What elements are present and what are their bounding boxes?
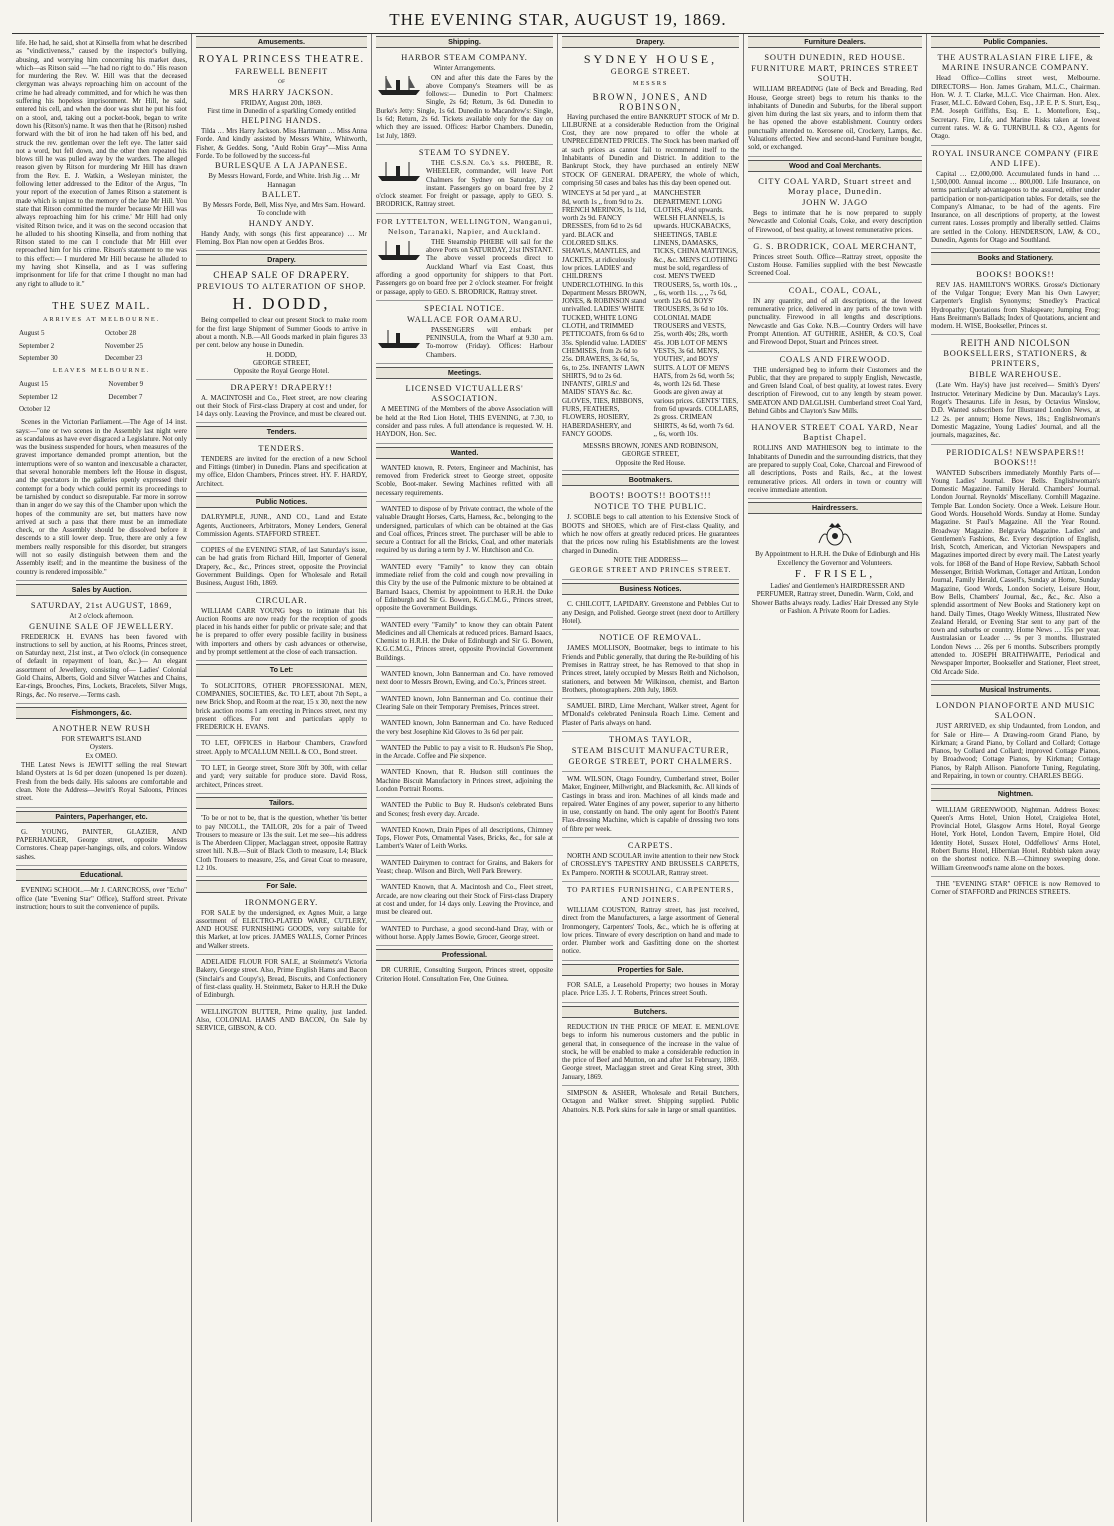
section-header-painters: Painters, Paperhanger, etc.: [16, 811, 187, 823]
circular-body: WILLIAM CARR YOUNG begs to intimate that his Auction Rooms are now ready for the reception of goods placed in his hands either for public or private sale; and that he is prepared to offer every possible facility in business with importers and others by cash advances or otherwise, and by prompt settlement at the close of each transaction.: [196, 606, 367, 657]
benefit-of: OF: [277, 79, 286, 86]
steamship-icon: [376, 238, 422, 262]
wanted-advert: WANTED Known, that R. Hudson still continues the Machine Biscuit Manufactory in Princes street, adjoining the London Portrait Rooms.: [376, 768, 553, 793]
firewood-title: COALS AND FIREWOOD.: [779, 354, 891, 364]
carpets-body: NORTH AND SCOULAR invite attention to their new Stock of CROSSLEY'S TAPESTRY AND BRUSSELS CARPETS, Ex Pampero. NORTH & SCOULAR, Rattray street.: [562, 852, 739, 877]
furniture-body: WILLIAM BREADING (late of Beck and Breading, Red House, George street) begs to return his thanks to the inhabitants of Dunedin and Suburbs, for the liberal support given him during the last six years, and to inform them that he has opened the above establishment. Country orders punctually attended to. Kerosene oil, Crockery, Lamps, &c. Valuations effected. New and second-hand Furniture bought, sold, or exchanged.: [748, 85, 922, 152]
city-coal-advert: [748, 174, 922, 239]
manchester-price-list: MANCHESTER DEPARTMENT. LONG CLOTHS, 4½d upwards. WELSH FLANNELS, 1s upwards. HUCKABACKS, SHEETINGS, TABLE LINENS, DAMASKS, TICKS, CHINA MATTINGS, &c., &c. MEN'S CLOTHING must be sold, regardless of cost. MEN'S TWEED TROUSERS, 5s, worth 10s. ,, ,, 6s, worth 11s. ,, ,, 7s 6d, worth 12s 6d. BOYS' TROUSERS, 3s 6d to 10s. COLONIAL MADE TROUSERS and VESTS, 25s, worth 40s; 28s, worth 45s. JOB LOT OF MEN'S VESTS, 3s 6d. MEN'S, YOUTHS', and BOYS' SUITS. A LOT OF MEN'S HATS, from 2s 6d, worth 5s; 4s, worth 12s 6d. These Goods are given away at various prices. GENTS' TIES, from 6d upwards. COLLARS, 2s gross. CRIMEAN SHIRTS, 4s 6d, worth 7s 6d. ,, 6s, worth 10s.: [653, 189, 739, 438]
circular-advert: [196, 593, 367, 662]
ritson-article: life. He had, he said, shot at Kinsella from what he described as "vindictiveness," caused by the inspector's bullying, abusing, and worrying him concerning his market dues, which—as Ritson said —"he had no right to do." His reason for murdering the Rev. W. Hill was that the deceased clergyman was always reproaching him on account of the crime he had already committed, and for which he was then suffering his hopeless imprisonment. Mr Hill, he said, entered his cell, and when the door was shut he put his foot on a stool, and, taking out a pocket-book, began to write down his (Ritson's) name. It was then that he (Ritson) rushed forward with the bit of iron he had taken off his bed, and struck the rev. gentleman over the left eye. The latter said not a word, but fell down, and the other then repeated his blows till he was pulled away by the warders. The alleged reason given by Ritson for murdering Mr Hill has drawn from the Rev. E. J. Watkin, a Wesleyan minister, the following letter addressed to the Editor of the Argus, "In your report of the execution of James Ritson a statement is made which is unjust to the memory of the late Mr Hill. You state that Ritson committed the murder 'because Mr Hill was always reproaching him for his crime.' Mr Hill had only visited Ritson twice, and it was on the second occasion that he alluded to his shooting Kinsella, and from nothing that Ritson stated to me can I conclude that Mr Hill ever reproached him for his crime. Ritson's statement to me was to this effect:— I murdered Mr Hill because he alluded to my having shot Kinsella, and as I was suffering imprisonment for life for that crime I thought no man had any right to allude to it.": [16, 39, 187, 288]
section-header-coal: Wood and Coal Merchants.: [748, 160, 922, 172]
oamaru-body: PASSENGERS will embark per PENINSULA, from the Wharf at 9.30 a.m. To-morrow (Friday). Offices: Harbour Chambers.: [426, 325, 553, 359]
carpets-title: CARPETS.: [627, 841, 674, 851]
scoble-body: J. SCOBLE begs to call attention to his Extensive Stock of BOOTS and SHOES, which are of First-class Quality, and which he now offers at greatly reduced prices. He guarantees that the prices now ruling his Establishments are the lowest charged in Dunedin.: [562, 513, 739, 555]
sydney-house-title: SYDNEY HOUSE,: [583, 52, 718, 67]
sydney-body: THE C.S.S.N. Co.'s s.s. PHŒBE, R. WHEELER, commander, will leave Port Chalmers for Sydney on Saturday, 21st instant. Passengers go on board free by 2 o'clock steamer. For freight or passage, apply to GEO. S. BRODRICK, Rattray street.: [376, 158, 553, 209]
special-notice: [376, 301, 553, 364]
section-header-to-let: To Let:: [196, 664, 367, 676]
farce-cast: Handy Andy, with songs (his first appearance) … Mr Fleming. Box Plan now open at Geddes Bros.: [196, 229, 367, 246]
harbour-sub: Winter Arrangements.: [433, 64, 496, 73]
suez-mail-title: THE SUEZ MAIL.: [52, 300, 151, 312]
date-cell: October 28: [104, 329, 137, 338]
date-cell: September 12: [19, 392, 58, 401]
hairdresser-advert: [748, 516, 922, 619]
date-cell: October 12: [19, 404, 51, 413]
foundry-advert: WM. WILSON, Otago Foundry, Cumberland street, Boiler Maker, Engineer, Millwright, and Blacksmith, &c. All kinds of Castings in brass and iron. Machines of all kinds made and repaired. Water Engines of any power, superior to any hitherto in use, constantly on hand. The only agent for Booth's Patent Flax-dressing Machine, which is capable of dressing two tons of fibre per week.: [562, 775, 739, 833]
date-cell: September 2: [19, 341, 55, 350]
surgeon-advert: DR CURRIE, Consulting Surgeon, Princes street, opposite Criterion Hotel. Consultation Fee, One Guinea.: [376, 966, 553, 983]
tender-advert: [196, 441, 367, 493]
periodicals-advert: [931, 445, 1100, 681]
farce-title: HANDY ANDY.: [248, 218, 315, 228]
frisel-body: Ladies' and Gentlemen's HAIRDRESSER AND PERFUMER, Rattray street, Dunedin. Warm, Cold, and Shower Baths always ready. Ladies' Hair Dressed any Style or Fashion. A Private Room for Ladies.: [751, 581, 919, 615]
notice-title: NOTICE TO THE PUBLIC.: [594, 502, 707, 512]
property-advert: FOR SALE, a Leasehold Property; two houses in Moray place. Price L35. J. T. Roberts, Princes street South.: [562, 981, 739, 998]
macintosh-body: A. MACINTOSH and Co., Fleet street, are now clearing out their Stock of First-class Drapery at cost and under, for 14 days only. Leaving the Province, and must be cleared out.: [196, 393, 367, 419]
harbour-advert: [376, 50, 553, 145]
wanted-advert: WANTED known, John Bannerman and Co. have removed next door to Messrs Brown, Ewing, and Co.'s, Princes street.: [376, 670, 553, 687]
city-coal-title: CITY COAL YARD, Stuart street and Moray place, Dunedin.: [758, 176, 912, 196]
ironmongery-advert: [196, 895, 367, 955]
date-cell: September 30: [19, 353, 58, 362]
address-note: NOTE THE ADDRESS—: [613, 555, 688, 564]
oamaru-title: WALLACE FOR OAMARU.: [406, 314, 522, 324]
dodd-location: Opposite the Royal George Hotel.: [233, 367, 330, 376]
comedy-intro: First time in Dunedin of a sparkling Comedy entitled: [207, 106, 356, 115]
firewood-body: THE undersigned beg to inform their Customers and the Public, that they are prepared to supply English, Newcastle, and Green Island Coal, of best quality, at lowest rates. Every description of Firewood, cut to any length by steam power. SMEATON AND DALGLISH. Cumberland street Coal Yard, Behind Gibbs and Clayton's Saw Mills.: [748, 365, 922, 416]
section-header-fish: Fishmongers, &c.: [16, 707, 187, 719]
cast-list: Tilda … Mrs Harry Jackson. Miss Hartmann … Miss Anna Forde. And kindly assisted by Messrs White, Whitworth, Fisher, & Geddes. Song, "Auld Robin Gray"—Miss Anna Forde. To be followed by the success-ful: [196, 127, 367, 161]
wanted-advert: WANTED Known, Drain Pipes of all descriptions, Chimney Tops, Flower Pots, Ornamental Vases, Bricks, &c., for sale at Lambert's Water of Leith Works.: [376, 825, 553, 851]
firm-name: BROWN, JONES, AND ROBINSON,: [592, 91, 709, 112]
section-header-tenders: Tenders.: [196, 426, 367, 438]
tender-title: TENDERS.: [258, 443, 305, 453]
wanted-advert: WANTED known, R. Peters, Engineer and Machinist, has removed from Frederick street to George street, opposite Scoble, Boot-maker. Sewing Machines refitted with all necessary requirements.: [376, 463, 553, 497]
alteration-title: PREVIOUS TO ALTERATION OF SHOP.: [196, 282, 367, 292]
australasian-body: Head Office—Collins street west, Melbourne. DIRECTORS— Hon. James Graham, M.L.C., Chairman. Hon. W. J. T. Clarke, M.L.C. Vice Chairman. Hon. Alex. Fraser, M.L.C. Edward Cohen, Esq., J.P. E. P. S. Sturt, Esq., P.M. Joseph Griffiths, Esq. E. L. Montefiore, Esq., Secretary. Fire, Life, and Marine Risks taken at lowest current rates. W. & G. TURNBULL & CO., Agents for Otago.: [931, 74, 1100, 141]
lyttelton-advert: [376, 214, 553, 301]
benefit-title: FAREWELL BENEFIT: [234, 67, 329, 77]
burlesque-title: BURLESQUE A LA JAPANESE.: [215, 161, 348, 171]
auction-advert: [16, 598, 187, 704]
circular-title: CIRCULAR.: [255, 595, 308, 605]
taylor-name: THOMAS TAYLOR,: [608, 735, 693, 744]
firewood-advert: [748, 352, 922, 421]
sydney-title: STEAM TO SYDNEY.: [418, 147, 511, 157]
wanted-advert: WANTED every "Family" to know they can obtain immediate relief from the cold and cough now prevailing in this City by the use of the Pulmonic mixture to be obtained at Barnard Isaacs, Chemist by appointment to H.R.H. the Duke of Edinburgh and Sir G. Bowen, K.G.C.M.G., Princes street, opposite the Government Buildings.: [376, 562, 553, 613]
tender-body: TENDERS are invited for the erection of a new School and Fittings (timber) in Dunedin. Plans and specification at my office, Eldon Chambers, Princes street. HY. F. HARDY, Architect.: [196, 454, 367, 488]
arrival-dates-table: [16, 327, 187, 364]
section-header-nightmen: Nightmen.: [931, 788, 1100, 800]
cheap-sale-title: CHEAP SALE OF DRAPERY.: [213, 271, 350, 282]
steamship-icon: [376, 159, 422, 183]
store-to-let: TO LET, in George street, Store 30ft by 30ft, with cellar and yard; very suitable for produce store. David Ross, architect, Princes street.: [196, 764, 367, 789]
section-header-drapery: Drapery.: [562, 36, 739, 48]
section-header-business: Business Notices.: [562, 583, 739, 595]
arrives-heading: ARRIVES AT MELBOURNE.: [42, 315, 161, 323]
section-header-professional: Professional.: [376, 949, 553, 961]
coal-advert: [748, 283, 922, 352]
victuallers-body: A MEETING of the Members of the above Association will be held at the Red Lion Hotel, THIS EVENING, at 7.30, to consider and pass rules. A full attendance is requested. W. H. HAYDON, Hon. Sec.: [376, 405, 553, 439]
copies-notice: COPIES of the EVENING STAR, of last Saturday's issue, can be had gratis from Richard Hill, Importer of General Drapery, &c., &c., Princes street, opposite the Provincial Government Buildings. Open for Wholesale and Retail Business, August 16th, 1869.: [196, 546, 367, 588]
theatre-name: ROYAL PRINCESS THEATRE.: [198, 54, 365, 66]
lime-advert: SAMUEL BIRD, Lime Merchant, Walker street, Agent for M'Donald's celebrated Peninsula Roach Lime. Cement and Plaster of Paris always on hand.: [562, 702, 739, 727]
dodd-name: H. DODD,: [232, 294, 331, 314]
steamship-icon: [376, 73, 422, 97]
theatre-advert: [196, 50, 367, 251]
coal-title: COAL, COAL, COAL,: [788, 285, 882, 295]
periodicals-title: PERIODICALS! NEWSPAPERS!! BOOKS!!!: [946, 447, 1085, 467]
section-header-public-notices: Public Notices.: [196, 496, 367, 508]
royal-crest-icon: [815, 521, 855, 547]
reith-body: (Late Wm. Hay's) have just received— Smith's Dyers' Instructor. Veterinary Medicine by Dun. Macaulay's Lays. Roget's Thesaurus. Life in Jesus, by Octavius Winslow, D.D. Wanted subscribers for Illustrated London News, at L2 2s. per annum; Home News, 18s.; Englishwoman's Domestic Magazine, Young Ladies' Journal, and all the journals, magazines, &c.: [931, 381, 1100, 440]
wanted-advert: WANTED to dispose of by Private contract, the whole of the valuable Draught Horses, Carts, Harness, &c., belonging to the undersigned, particulars of which can be obtained at the Gas and Coal offices, Princes street. The purchaser will be able to secure a Contract for all the Bricks, Coal, and other materials required by us during a term by J. W. Hutchison and Co.: [376, 504, 553, 555]
jago-body: Begs to intimate that he is now prepared to supply Newcastle and Colonial Coals, Coke, and every description of Firewood, of best quality, at lowest remunerative prices.: [748, 208, 922, 234]
section-header-wanted: Wanted.: [376, 447, 553, 459]
hanover-body: ROLLINS AND MATHIESON beg to intimate to the Inhabitants of Dunedin and the surrounding districts, that they are prepared to supply Coal, Coke, Charcoal and Firewood of all descriptions, Posts and Rails, &c., at the lowest remunerative prices. All orders in town or country will receive immediate attention.: [748, 444, 922, 494]
reith-trade: BOOKSELLERS, STATIONERS, & PRINTERS,: [943, 349, 1088, 369]
table-row: [16, 403, 187, 415]
section-header-for-sale: For Sale.: [196, 880, 367, 892]
section-header-drapery: Drapery.: [196, 254, 367, 266]
reith-advert: [931, 335, 1100, 444]
lyttelton-title: FOR LYTTELTON, WELLINGTON, Wanganui, Nelson, Taranaki, Napier, and Auckland.: [376, 216, 553, 236]
bankrupt-stock-body: Having purchased the entire BANKRUPT STOCK of Mr D. LILBURNE at a considerable Reduction from the Original Cost, they are now prepared to offer the whole at UNPRECEDENTED PRICES. The Stock has been marked off at such prices as cannot fail to recommend itself to the Inhabitants of Dunedin and District. In addition to the Bankrupt Stock, they have purchased an entirely NEW STOCK OF GENERAL DRAPERY, the whole of which, comprising 50 cases and bales has this day been opened out.: [562, 112, 739, 187]
date-cell: December 23: [104, 353, 143, 362]
table-row: [16, 327, 187, 339]
oyster-advert: [16, 721, 187, 807]
table-row: [16, 352, 187, 364]
comedy-title: HELPING HANDS.: [241, 116, 322, 126]
sydney-advert: [376, 145, 553, 214]
special-notice-title: SPECIAL NOTICE.: [424, 303, 505, 313]
dodd-street: GEORGE STREET,: [252, 358, 311, 367]
furnishing-title: TO PARTIES FURNISHING, CARPENTERS, AND JOINERS.: [567, 884, 734, 904]
lyttelton-body: THE Steamship PHŒBE will sail for the above Ports on SATURDAY, 21st INSTANT. The above vessel proceeds direct to Auckland Wharf via East Coast, thus affording a good opportunity for shippers to that Port. Passengers go on board free per 2 o'clock steamer. For freight or passage, apply to GEO. S. BRODRICK, Rattray street.: [376, 237, 553, 296]
dodd-body: Being compelled to clear out present Stock to make room for the first large Shipment of Summer Goods to arrive in about a month. N.B.—All Goods marked in plain figures 33 per cent. below any house in Dunedin.: [196, 316, 367, 350]
auction-time: At 2 o'clock afternoon.: [69, 612, 134, 621]
school-advert: EVENING SCHOOL.—Mr J. CARNCROSS, over "Echo" office (late "Evening Star" Office), Stafford street. Private instruction; hours to suit the convenience of pupils.: [16, 886, 187, 911]
benefit-name: MRS HARRY JACKSON.: [229, 87, 334, 97]
hanover-advert: [748, 420, 922, 499]
australasian-title: THE AUSTRALASIAN FIRE LIFE, & MARINE INSURANCE COMPANY.: [937, 53, 1094, 73]
bible-title: BIBLE WAREHOUSE.: [969, 370, 1062, 380]
piano-body: JUST ARRIVED, ex ship Undaunted, from London, and for Sale or Hire— A Drawing-room Grand Piano, by Kirkman; a Grand Piano, by Collard and Collard; Cottage Pianos, by Collard and Collard; improved Cottage Pianos, by Broadwood; Cottage Pianos, by Kirkman; Cottage Pianos, by Ralph Allison. Pianoforte Tuning, Regulating, and Repairing, in town or country. CHARLES BEGG.: [931, 722, 1100, 780]
wanted-advert: WANTED Dairymen to contract for Grains, and Bakers for Yeast; cheap. Wilson and Birch, Well Park Brewery.: [376, 858, 553, 876]
section-header-hairdressers: Hairdressers.: [748, 502, 922, 514]
piano-title: LONDON PIANOFORTE AND MUSIC SALOON.: [935, 701, 1096, 721]
butter-advert: WELLINGTON BUTTER, Prime quality, just landed. Also, COLONIAL HAMS AND BACON, On Sale by SERVICE, GIBSON, & CO.: [196, 1007, 367, 1033]
auction-title: GENUINE SALE OF JEWELLERY.: [29, 621, 174, 631]
wanted-advert: WANTED to Purchase, a good second-hand Dray, with or without horse. Apply James Bowie, Grocer, George street.: [376, 924, 553, 941]
shop-to-let: To SOLICITORS, OTHER PROFESSIONAL MEN, COMPANIES, SOCIETIES, &c. TO LET, about 7th Sept., a new Brick Shop, and Room at the rear, 15 x 30, next the new brick auction rooms I am erecting in Princes street, next my present offices. For rent and particulars apply to FREDERICK H. EVANS.: [196, 681, 367, 732]
butcher-advert: SIMPSON & ASHER, Wholesale and Retail Butchers, Octagon and Walker street. Shipping supplied. Public Abattoirs. N.B. Pork skins for sale in large or small quantities.: [562, 1089, 739, 1114]
price-list: [562, 188, 739, 439]
wanted-advert: WANTED known, John Bannerman and Co. have Reduced the very best Josephine Kid Gloves to 3s 6d per pair.: [376, 719, 553, 736]
office-removal-notice: THE "EVENING STAR" OFFICE is now Removed to Corner of STAFFORD and PRINCES STREETS.: [931, 879, 1100, 897]
column-trades: [744, 34, 927, 1522]
flour-advert: ADELAIDE FLOUR FOR SALE, at Steinmetz's Victoria Bakery, George street. Also, Prime English Hams and Bacon (Sinclair's and Coupy's), Bread, Biscuits, and Confectionery of first-class quality. H. Steinmetz, Baker to H.R.H the Duke of Edinburgh.: [196, 958, 367, 1000]
auction-date: SATURDAY, 21st AUGUST, 1869,: [30, 601, 173, 611]
wanted-advert: WANTED the Public to pay a visit to R. Hudson's Pie Shop, in the Arcade. Coffee and Pie sixpence.: [376, 743, 553, 761]
date-cell: August 5: [19, 329, 45, 338]
couston-advert: [562, 882, 739, 961]
column-amusements: [192, 34, 372, 1522]
date-cell: December 7: [108, 392, 143, 401]
oyster-label: Oysters.: [89, 743, 114, 752]
section-header-tailors: Tailors.: [196, 797, 367, 809]
furniture-mart-title: FURNITURE MART, PRINCES STREET SOUTH.: [751, 64, 919, 84]
columns: [12, 34, 1104, 1522]
taylor-address: GEORGE STREET, PORT CHALMERS.: [568, 757, 733, 766]
ballet-title: BALLET.: [261, 189, 302, 199]
biscuit-title: STEAM BISCUIT MANUFACTURER,: [571, 746, 730, 755]
victuallers-advert: [376, 381, 553, 443]
red-house-title: SOUTH DUNEDIN, RED HOUSE.: [764, 53, 906, 63]
brodrick-advert: [748, 239, 922, 283]
carpets-advert: [562, 838, 739, 882]
parliament-article: Scenes in the Victorian Parliament.—The Age of 14 inst. says:—"one or two scenes in the Assembly last night were as scandalous as have ever disgraced a Legislature. Not only was the business suspended for hours, when measures of the gravest importance demanded prompt attention, but the interruptions were of so wanton and inexcusable a character, that several honorable members left the House in disgust, and the spectators in the galleries openly expressed their contempt for a body which could permit its proceedings to be tarnished by conduct so disreputable. Far more in sorrow than in anger do we say this of the Chamber upon which the hopes of the community are set, but matters have now arrived at such a pass that there must be an immediate check, or the Assembly should be dissolved before it descends to a still lower deep. True, there are only a few members really responsible for this disorder, but strangers will not so easily distinguish between them and the Assembly itself; and in the meantime the business of the country is rendered impossible.": [16, 418, 187, 576]
section-header-bootmakers: Bootmakers.: [562, 474, 739, 486]
auction-body: FREDERICK H. EVANS has been favored with instructions to sell by auction, at his Rooms, Princes street, on Saturday next, 21st inst., at Two o'clock (in consequence of default in repayment of loan, &c.)— An elegant assortment of Jewellery, consisting of— Ladies' Colonial Gold Chains, Alberts, Gold and Silver Watches and Chains, Ear-rings, Brooches, Pins, Lockets, Bracelets, Silver Mugs, Rings, &c. No reserve.—Terms cash.: [16, 632, 187, 699]
table-row: [16, 340, 187, 352]
section-header-meetings: Meetings.: [376, 367, 553, 379]
ballet-cast: By Messrs Forde, Bell, Miss Nye, and Mrs Sam. Howard. To conclude with: [202, 200, 366, 218]
firm-street: GEORGE STREET,: [621, 450, 680, 459]
oyster-ship: Ex OMEO.: [85, 751, 118, 760]
section-header-educational: Educational.: [16, 869, 187, 881]
firm-location: Opposite the Red House.: [615, 458, 686, 467]
departure-dates-table: [16, 378, 187, 415]
australasian-advert: [931, 50, 1100, 145]
brodrick-title: G. S. BRODRICK, COAL MERCHANT,: [753, 241, 917, 251]
drapery-headline: DRAPERY! DRAPERY!!: [230, 382, 333, 392]
firm-footer: MESSRS BROWN, JONES AND ROBINSON,: [583, 442, 718, 451]
date-cell: August 15: [19, 380, 48, 389]
tailor-advert: 'To be or not to be, that is the question, whether 'tis better to pay NICOLL, the TAILOR, 20s for a pair of Tweed Trousers to measure or 13s the suit. Let me see—his address is The Aberdeen Clipper, Maclaggan street, opposite Rattray street hill. N.B.—Suit of Black Cloth to measure, L4; Black Cloth Trousers to measure, 25s, and Great Coat to measure, L2 10s.: [196, 814, 367, 872]
books-headline: BOOKS! BOOKS!!: [976, 269, 1055, 279]
section-header-auction: Sales by Auction.: [16, 584, 187, 596]
section-header-amusements: Amusements.: [196, 36, 367, 48]
oyster-sub: FOR STEWART'S ISLAND: [61, 735, 142, 744]
burlesque-cast: By Messrs Howard, Forde, and White. Irish Jig … Mr Hannagan: [208, 172, 360, 189]
couston-body: WILLIAM COUSTON, Rattray street, has just received, direct from the Manufacturers, a large assortment of General Ironmongery, Carpenters' Tools, &c., which he is offering at low prices. Tinware of every description on hand and made to order. Plumber work and Gasfitting done on the shortest notice.: [562, 905, 739, 956]
nightman-advert: WILLIAM GREENWOOD, Nightman. Address Boxes: Queen's Arms Hotel, Union Hotel, Craigielea Hotel, Provincial Hotel, Glasgow Arms Hotel, Royal George Hotel, York Hotel, London Tavern, Empire Hotel, Old Identity Hotel, Sussex Hotel, Oddfellows' Arms Hotel, Robert Burns Hotel, Hibernian Hotel. Rubbish taken away on the shortest notice. N.B.—Chimney sweeping done. William Greenwood's name alone on the boxes.: [931, 805, 1100, 872]
boots-headline: BOOTS! BOOTS!! BOOTS!!!: [589, 491, 712, 501]
offices-to-let: TO LET, OFFICES in Harbour Chambers, Crawford street. Apply to M'CALLUM NEILL & CO., Bond street.: [196, 739, 367, 756]
column-shipping: [372, 34, 558, 1522]
removal-body: JAMES MOLLISON, Bootmaker, begs to intimate to his Friends and Public generally, that during the Re-building of his Premises in Rattray street, he has Removed to that shop in Princes street, lately occupied by Messrs Reith and Nicholson, stationers, and between Mr Wilkinson, chemist, and Barton Brothers, photographers. 20th July, 1869.: [562, 644, 739, 694]
wanted-advert: WANTED the Public to Buy R. Hudson's celebrated Buns and Scones; fresh every day. Arcade.: [376, 801, 553, 818]
biscuit-advert: [562, 732, 739, 772]
reith-name: REITH AND NICOLSON: [960, 338, 1071, 349]
column-sydney-house: [558, 34, 744, 1522]
date-cell: November 9: [108, 380, 144, 389]
drapery-price-list: WINCEYS at 5d per yard ,, at 8d, worth 1s ,, from 9d to 2s. FRENCH MERINOS, 1s 11d, worth 2s 9d. FANCY DRESSES, from 6d to 2s 6d yard. BLACK and COLORED SILKS. SHAWLS, MANTLES, and JACKETS, at ridiculously low prices. LADIES' and CHILDREN'S UNDERCLOTHING. In this Department Messrs BROWN, JONES, & ROBINSON stand unrivalled. LADIES' WHITE TUCKED, WHITE LONG CLOTH, and TRIMMED PETTICOATS, from 6s 6d to 35s. Splendid value. LADIES' CHEMISES, from 2s 6d to 25s. DRAWERS, 3s 6d, 5s, 6s, to 25s. INFANTS' LAWN SHIRTS, 9d to 2s 6d. INFANTS', GIRLS' and MAIDS' STAYS &c. &c. GLOVES, TIES, RIBBONS, FURS, FEATHERS, FLOWERS, HOSIERY, HABERDASHERY, and FANCY GOODS.: [562, 189, 647, 438]
ironmongery-body: FOR SALE by the undersigned, ex Agnes Muir, a large assortment of ELECTRO-PLATED WARE, CUTLERY, AND HOUSE FURNISHING GOODS, very suitable for this Market, at low prices. JAMES WALLS, Corner Princes and Walker streets.: [196, 908, 367, 950]
wanted-advert: WANTED every "Family" to know they can obtain Patent Medicines and all Chemicals at reduced prices. Barnard Isaacs, Chemist to H.R.H. the Duke of Edinburgh and Sir G. Bowen, K.G.C.M.G., Princes street, opposite Provincial Government Buildings.: [376, 620, 553, 662]
frisel-name: F. FRISEL,: [794, 567, 876, 580]
royal-insurance-body: Capital … £2,000,000. Accumulated funds in hand … 1,500,000. Annual income … 800,000. Life Insurance, on terms particularly advantageous to the assured, either under participation or non-participation tables. For details, see the Company's Almanac, to be had of the agents. Fire Insurance, on all descriptions of property, at the lowest current rates. Losses promptly and liberally settled. Claims are settled in the Colony. HENDERSON, LAW, & CO., Dunedin, Agents for Otago and Southland.: [931, 169, 1100, 245]
dodd-advert: [196, 268, 367, 379]
books-body: REV JAS. HAMILTON'S WORKS. Grosse's Dictionary of the Vulgar Tongue; Every Man his Own Lawyer; Carpenter's English Synonyms; Smedley's Practical Hydropathy; Quotations from Shakspeare; Jumping Frog; Hans Breitmann's Ballads; Index of Quotations, ancient and modern. H. WISE, Bookseller, Princes st.: [931, 280, 1100, 331]
section-header-properties: Properties for Sale.: [562, 964, 739, 976]
harbour-body: ON and after this date the Fares by the above Company's Steamers will be as follows:— Dunedin to Port Chalmers: Single, 2s 6d; Return, 3s 6d. Dunedin to Burke's Jetty: Single, 1s 6d. Dunedin to Macandrew's: Single, 1s 6d; Return, 2s 6d. Tickets available only for the day on which they are issued. Offices: Harbor Chambers. Dunedin, 1st July, 1869.: [376, 73, 553, 140]
oyster-body: THE Latest News is JEWITT selling the real Stewart Island Oysters at 1s 6d per dozen (unopened 1s per dozen). Fresh from the beds daily. His saloons are comfortable and clean. Note the Address—Jewitt's Royal Saloons, Princes street.: [16, 761, 187, 803]
jago-name: JOHN W. JAGO: [802, 197, 868, 207]
royal-insurance-advert: [931, 146, 1100, 250]
sydney-house-street: GEORGE STREET.: [610, 67, 691, 77]
furniture-advert: [748, 50, 922, 156]
section-header-public-companies: Public Companies.: [931, 36, 1100, 48]
appointment-text: By Appointment to H.R.H. the Duke of Edinburgh and His Excellency the Governor and Volunteers.: [755, 550, 920, 567]
piano-advert: [931, 698, 1100, 785]
wanted-advert: WANTED Known, that A. Macintosh and Co., Fleet street, Arcade, are now clearing out their Stock of First-class Drapery at cost and under, for 14 days only. Leaving the Province, and must be cleared out.: [376, 883, 553, 917]
scoble-advert: [562, 488, 739, 580]
section-header-shipping: Shipping.: [376, 36, 553, 48]
coal-body: IN any quantity, and of all descriptions, at the lowest remunerative price, delivered in any parts of the town with punctuality. Firewood in all lengths and descriptions. Newcastle and Gas Coke. N.B.—Country Orders will have Prompt Attention. AT GUTHRIE, ASHER, & CO.'S, Coal and Firewood Depot, Stuart and Princes street.: [748, 296, 922, 347]
victuallers-title: LICENSED VICTUALLERS' ASSOCIATION.: [405, 384, 524, 404]
macintosh-advert: [196, 380, 367, 424]
dalrymple-advert: DALRYMPLE, JUNR., AND CO., Land and Estate Agents, Auctioneers, Arbitrators, Money Lenders, General Commission Agents. STAFFORD STREET.: [196, 513, 367, 538]
messrs-label: MESSRS: [632, 80, 669, 88]
section-header-butchers: Butchers.: [562, 1006, 739, 1018]
leaves-heading: LEAVES MELBOURNE.: [52, 367, 151, 375]
royal-insurance-title: ROYAL INSURANCE COMPANY (FIRE AND LIFE).: [932, 148, 1099, 168]
oyster-headline: ANOTHER NEW RUSH: [52, 724, 151, 734]
sydney-house-advert: [562, 50, 739, 471]
painter-advert: G. YOUNG, PAINTER, GLAZIER, AND PAPERHANGER, George street, opposite Messrs Cornstores. Cheap paper-hangings, oils, and colors. Window sashes.: [16, 827, 187, 861]
removal-title: NOTICE OF REMOVAL.: [599, 633, 702, 643]
section-header-furniture: Furniture Dealers.: [748, 36, 922, 48]
harbour-title: HARBOR STEAM COMPANY.: [401, 53, 528, 63]
brodrick-body: Princes street South. Office—Rattray street, opposite the Custom House. Families supplied with the best Newcastle Screened Coal.: [748, 252, 922, 278]
wanted-advert: WANTED known, John Bannerman and Co. continue their Clearing Sale on their Temporary Premises, Princes street.: [376, 694, 553, 711]
scoble-address: GEORGE STREET AND PRINCES STREET.: [569, 566, 732, 575]
ironmongery-title: IRONMONGERY.: [245, 897, 318, 907]
column-public-companies: [927, 34, 1104, 1522]
hanover-title: HANOVER STREET COAL YARD, Near Baptist Chapel.: [751, 423, 919, 443]
section-header-music: Musical Instruments.: [931, 684, 1100, 696]
dodd-signature: H. DODD,: [266, 350, 297, 359]
lapidary-advert: C. CHILCOTT, LAPIDARY. Greenstone and Pebbles Cut to any Design, and Polished. George street (next door to Artillery Hotel).: [562, 600, 739, 626]
date-cell: [105, 403, 187, 415]
steamship-icon: [376, 326, 422, 350]
column-news: [12, 34, 192, 1522]
date-cell: November 25: [104, 341, 144, 350]
section-header-books: Books and Stationery.: [931, 252, 1100, 264]
meat-advert: REDUCTION IN THE PRICE OF MEAT. E. MENLOVE begs to inform his numerous customers and the public in general that, in consequence of the increase in the value of stock, he will be enabled to make a considerable reduction in the price of Beef and Mutton, on and after 1st February, 1869. George street, Maclaggan street and Great King street, 30th January, 1869.: [562, 1022, 739, 1081]
table-row: [16, 391, 187, 403]
benefit-date: FRIDAY, August 20th, 1869.: [240, 98, 323, 107]
books-advert: [931, 267, 1100, 336]
masthead: THE EVENING STAR, AUGUST 19, 1869.: [12, 6, 1104, 34]
table-row: [16, 378, 187, 390]
removal-advert: [562, 630, 739, 699]
periodicals-body: WANTED Subscribers immediately Monthly Parts of— Young Ladies' Journal. Bow Bells. Englishwoman's Domestic Magazine. Family Herald. Chambers' Journal. London Journal. Reynolds' Miscellany. Cornhill Magazine. Temple Bar. London Society. Once a Week. Leisure Hour. Good Words. Household Words. Sunday at Home. Sunday Magazine. St Paul's Magazine. All the Year Round. Broadway Magazine. Belgravia Magazine. Ladies' and Gentlemen's Fashions, &c. Every description of English, Irish, Scotch, American, and Victorian Newspapers and Magazines imported direct by every mail. The Latest yearly vols. for 1868 of the Band of Hope Review, Sabbath School Messenger, British Workman, Cottager and Artizan, London Journal, Family Herald, Cassell's, Sunday at Home, Sunday Magazine, Good Words, London Society, Leisure Hour, Bow Bells, Chambers' Journal, &c., &c., &c. Also a splendid assortment of New Books and Stationery kept on hand. Daily Times, Otago Weekly Witness, Illustrated New Zealand Herald, or Evening Star sent to any part of the town and suburbs or country. Home News … 15s per year. Australasian or Leader … 9s per 3 months. Illustrated London News … 26s per 6 months. Subscribers promptly attended to. JOSEPH BRAITHWAITE, Periodical and Newspaper Importer, Bookseller and Stationer, Fleet street, Old Arcade Side.: [931, 468, 1100, 676]
